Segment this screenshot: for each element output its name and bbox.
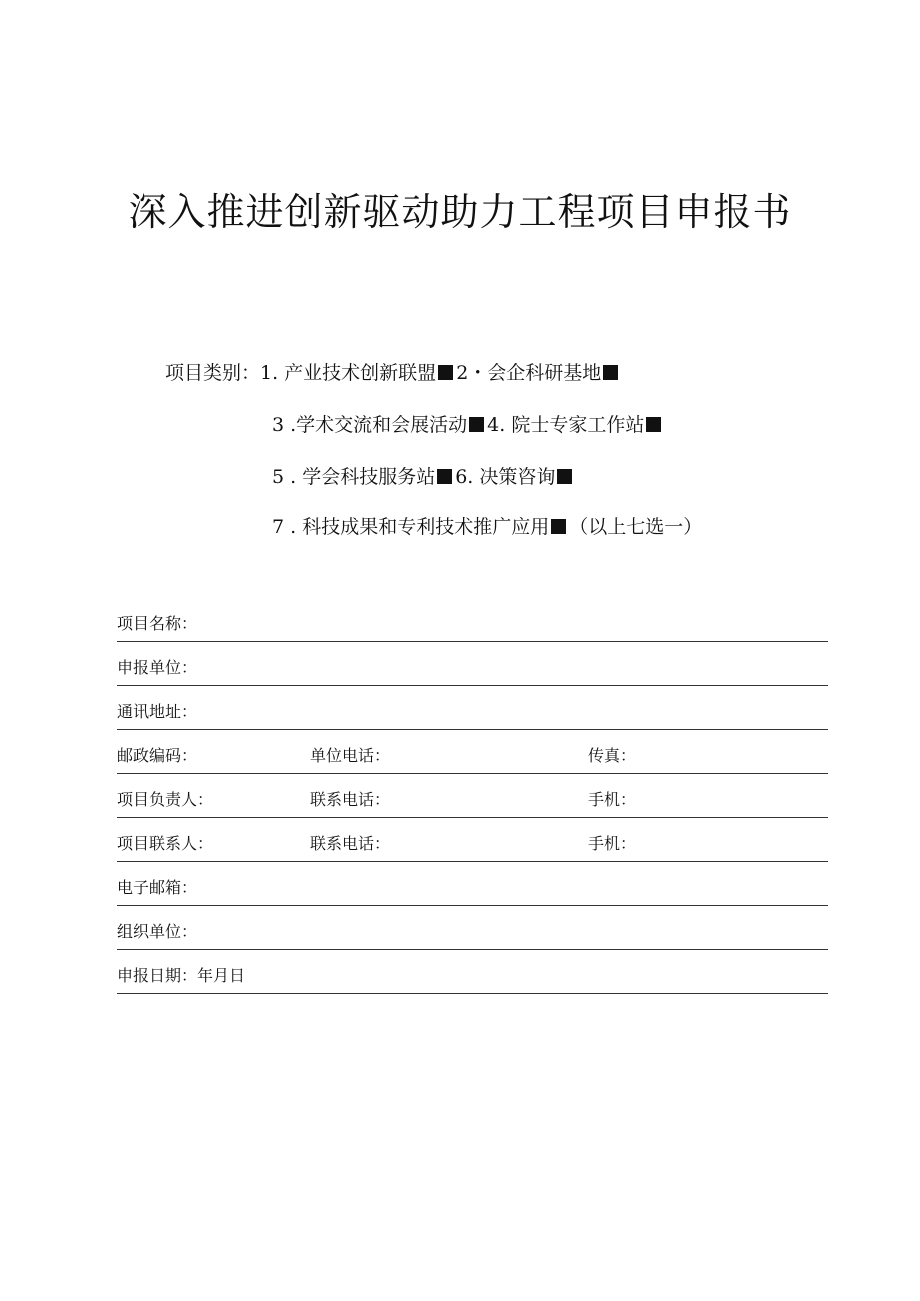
- contact-mobile-label: 手机：: [588, 834, 637, 853]
- unit-phone-label: 单位电话：: [310, 746, 391, 765]
- form-row-contact[interactable]: [117, 818, 828, 862]
- checkbox-square-icon[interactable]: [437, 469, 452, 484]
- contact-phone-label: 联系电话：: [310, 834, 391, 853]
- checkbox-square-icon[interactable]: [469, 417, 484, 432]
- category-option-4: 4. 院士专家工作站: [487, 414, 645, 436]
- document-title: 深入推进创新驱动助力工程项目申报书: [128, 190, 792, 234]
- category-option-2: 2・会企科研基地: [456, 362, 602, 384]
- leader-mobile-label: 手机：: [588, 790, 637, 809]
- postal-code-label: 邮政编码：: [117, 746, 198, 765]
- category-option-5: 5 . 学会科技服务站: [272, 466, 436, 488]
- form-row-date[interactable]: [117, 950, 828, 994]
- category-option-6: 6. 决策咨询: [455, 466, 556, 488]
- category-label: 项目类别：: [165, 362, 261, 384]
- form-row-address[interactable]: [117, 686, 828, 730]
- apply-date-label: 申报日期：年月日: [117, 966, 246, 985]
- project-name-label: 项目名称：: [117, 614, 198, 633]
- form-row-organizer[interactable]: [117, 906, 828, 950]
- category-line-1: [165, 359, 621, 387]
- checkbox-square-icon[interactable]: [551, 519, 566, 534]
- checkbox-square-icon[interactable]: [603, 365, 618, 380]
- checkbox-square-icon[interactable]: [557, 469, 572, 484]
- address-label: 通讯地址：: [117, 702, 198, 721]
- form-row-applicant-unit[interactable]: [117, 642, 828, 686]
- project-contact-label: 项目联系人：: [117, 834, 214, 853]
- category-option-7: 7 . 科技成果和专利技术推广应用: [272, 516, 550, 538]
- form-row-postal[interactable]: [117, 730, 828, 774]
- email-label: 电子邮箱：: [117, 878, 198, 897]
- project-leader-label: 项目负责人：: [117, 790, 214, 809]
- form-row-email[interactable]: [117, 862, 828, 906]
- category-line-3: [272, 463, 575, 491]
- category-note: （以上七选一）: [569, 516, 703, 538]
- category-line-4: [272, 513, 702, 541]
- fax-label: 传真：: [588, 746, 637, 765]
- category-option-3: 3 .学术交流和会展活动: [272, 414, 468, 436]
- checkbox-square-icon[interactable]: [646, 417, 661, 432]
- category-option-1: 1. 产业技术创新联盟: [260, 362, 437, 384]
- form-row-leader[interactable]: [117, 774, 828, 818]
- form-row-project-name[interactable]: [117, 598, 828, 642]
- leader-phone-label: 联系电话：: [310, 790, 391, 809]
- applicant-unit-label: 申报单位：: [117, 658, 198, 677]
- checkbox-square-icon[interactable]: [438, 365, 453, 380]
- application-form: [117, 598, 828, 994]
- organizer-label: 组织单位：: [117, 922, 198, 941]
- category-line-2: [272, 411, 664, 439]
